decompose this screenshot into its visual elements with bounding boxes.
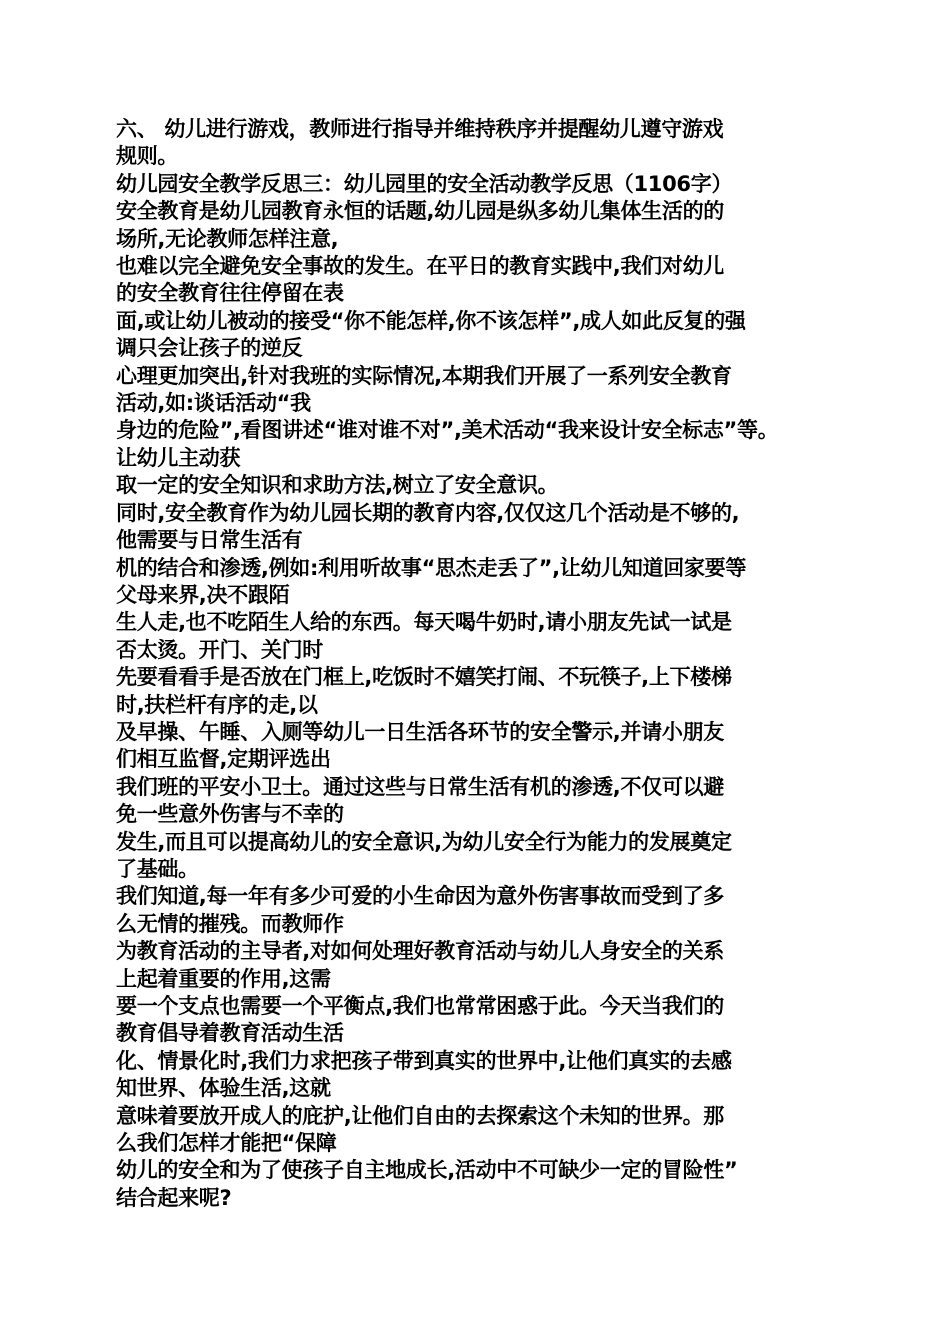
text-line: 取一定的安全知识和求助方法,树立了安全意识。 [116, 473, 559, 498]
text-line: 先要看看手是否放在门框上,吃饭时不嬉笑打闹、不玩筷子,上下楼梯 [116, 665, 732, 690]
text-line: 们相互监督,定期评选出 [116, 747, 331, 772]
section-title: 幼儿园安全教学反思三：幼儿园里的安全活动教学反思（1106字） [116, 171, 733, 196]
text-line: 意味着要放开成人的庇护,让他们自由的去探索这个未知的世界。那 [116, 1103, 724, 1128]
text-line: 否太烫。开门、关门时 [116, 637, 323, 662]
text-line: 他需要与日常生活有 [116, 528, 303, 553]
text-line: 了基础。 [116, 856, 199, 881]
text-line: 知世界、体验生活,这就 [116, 1076, 331, 1101]
text-line: 场所,无论教师怎样注意, [116, 226, 339, 251]
text-line: 调只会让孩子的逆反 [116, 336, 303, 361]
text-line: 生人走,也不吃陌生人给的东西。每天喝牛奶时,请小朋友先试一试是 [116, 610, 732, 635]
text-line: 教育倡导着教育活动生活 [116, 1021, 344, 1046]
text-line: 身边的危险”,看图讲述“谁对谁不对”,美术活动“我来设计安全标志”等。 [116, 418, 779, 443]
text-line: 我们班的平安小卫士。通过这些与日常生活有机的渗透,不仅可以避 [116, 774, 724, 799]
text-line: 及早操、午睡、入厕等幼儿一日生活各环节的安全警示,并请小朋友 [116, 719, 724, 744]
text-line: 规则。 [116, 144, 179, 169]
text-line: 心理更加突出,针对我班的实际情况,本期我们开展了一系列安全教育 [116, 363, 732, 388]
text-line: 父母来界,决不跟陌 [116, 582, 290, 607]
text-line: 化、情景化时,我们力求把孩子带到真实的世界中,让他们真实的去感 [116, 1048, 732, 1073]
text-line: 我们知道,每一年有多少可爱的小生命因为意外伤害事故而受到了多 [116, 884, 724, 909]
text-line: 上起着重要的作用,这需 [116, 966, 331, 991]
text-line: 机的结合和渗透,例如:利用听故事“思杰走丢了”,让幼儿知道回家要等 [116, 555, 747, 580]
text-line: 让幼儿主动获 [116, 445, 241, 470]
text-line: 同时,安全教育作为幼儿园长期的教育内容,仅仅这几个活动是不够的, [116, 500, 740, 525]
text-line: 时,扶栏杆有序的走,以 [116, 692, 318, 717]
text-line: 安全教育是幼儿园教育永恒的话题,幼儿园是纵多幼儿集体生活的的 [116, 199, 724, 224]
text-line: 面,或让幼儿被动的接受“你不能怎样,你不该怎样”,成人如此反复的强 [116, 308, 746, 333]
text-line: 也难以完全避免安全事故的发生。在平日的教育实践中,我们对幼儿 [116, 254, 724, 279]
text-line: 要一个支点也需要一个平衡点,我们也常常困惑于此。今天当我们的 [116, 994, 724, 1018]
text-line: 活动,如:谈话活动“我 [116, 391, 311, 416]
text-line: 免一些意外伤害与不幸的 [116, 802, 344, 827]
document-body [116, 116, 836, 1212]
text-line: 发生,而且可以提高幼儿的安全意识,为幼儿安全行为能力的发展奠定 [116, 829, 732, 854]
text-line: 为教育活动的主导者,对如何处理好教育活动与幼儿人身安全的关系 [116, 939, 724, 964]
text-line: 么我们怎样才能把“保障 [116, 1131, 337, 1156]
text-line: 幼儿的安全和为了使孩子自主地成长,活动中不可缺少一定的冒险性” [116, 1158, 738, 1183]
text-line: 六、 幼儿进行游戏，教师进行指导并维持秩序并提醒幼儿遵守游戏 [116, 117, 724, 141]
text-line: 结合起来呢? [116, 1185, 232, 1210]
text-line: 的安全教育往往停留在表 [116, 281, 344, 306]
text-line: 么无情的摧残。而教师作 [116, 911, 344, 936]
